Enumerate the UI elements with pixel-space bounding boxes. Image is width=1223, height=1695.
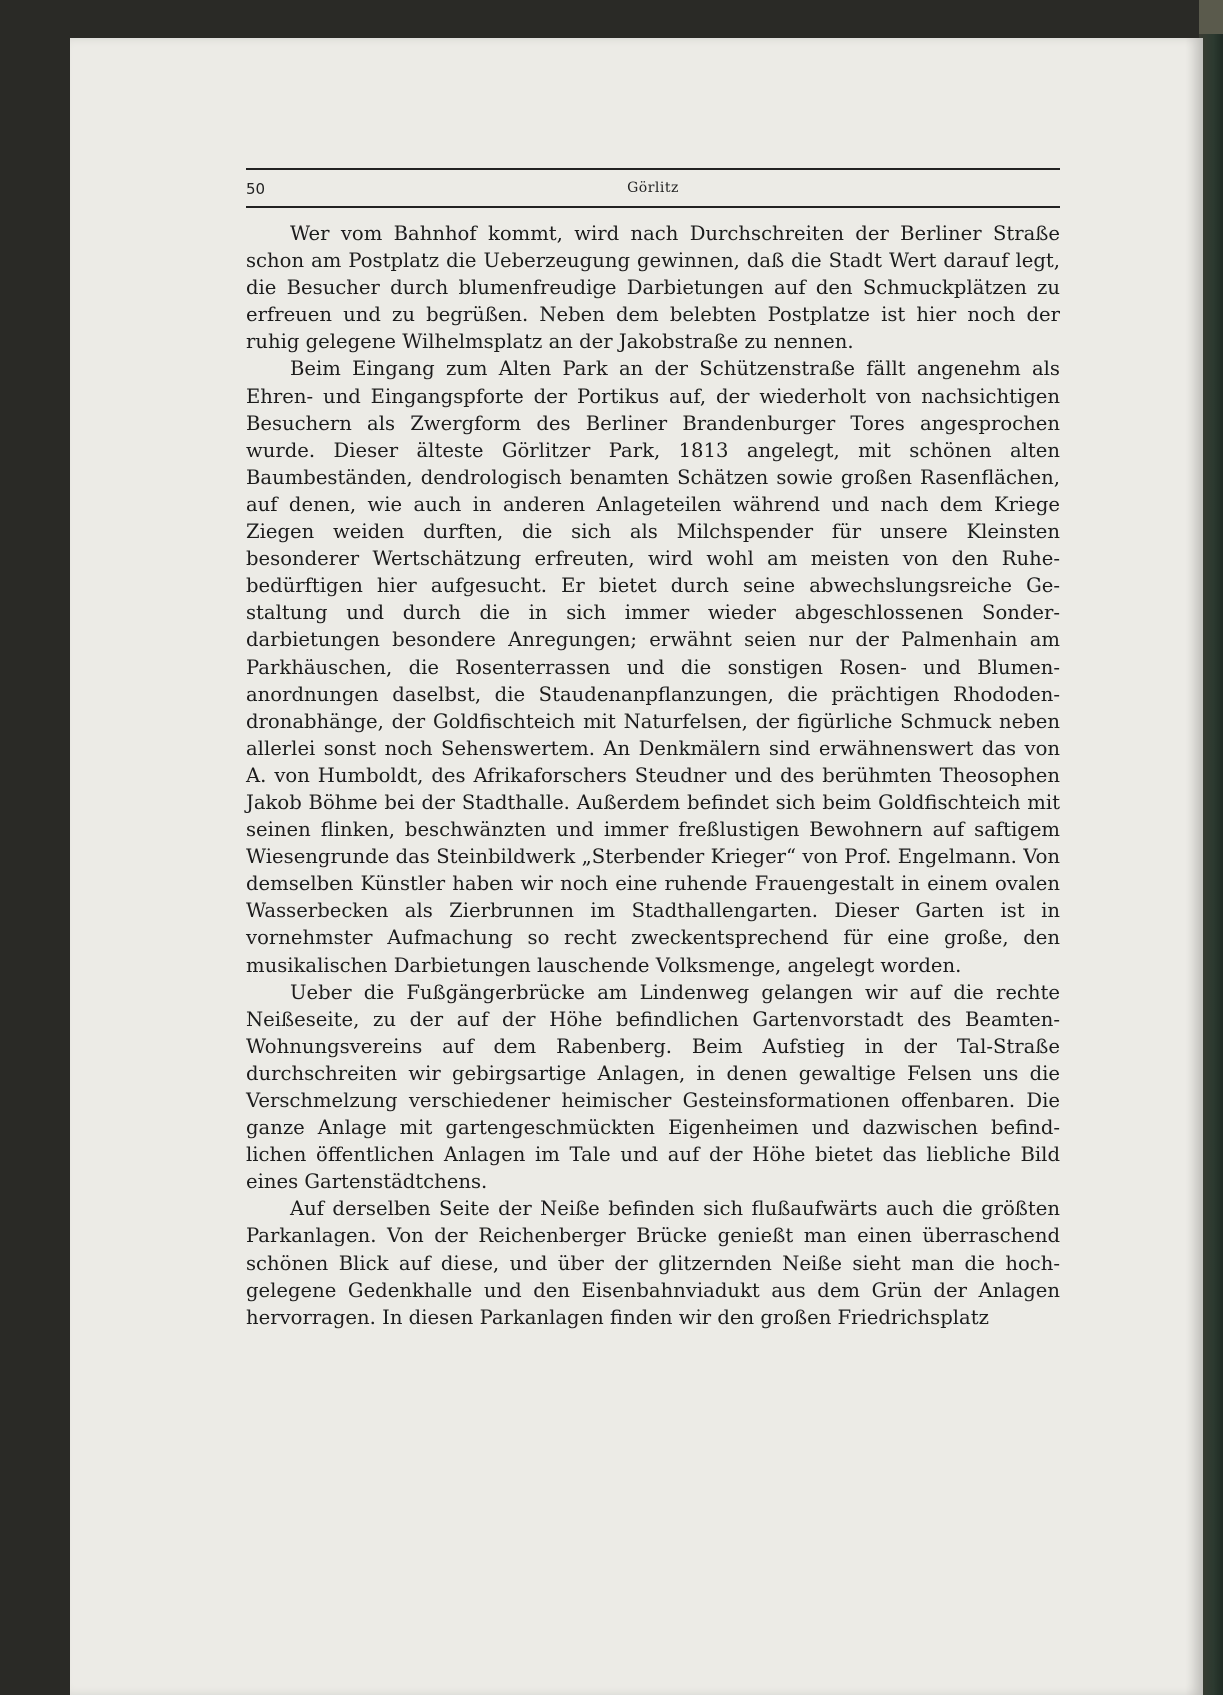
header-rule-bottom <box>246 206 1060 208</box>
page-edge-shadow <box>1185 38 1203 1695</box>
body-text <box>246 220 1060 1331</box>
paragraph: Ueber die Fußgängerbrücke am Lindenweg gelangen wir auf die rechte Neißeseite, zu der auf der Höhe befindlichen Gartenvorstadt des BeamtenWohnungsvereins auf dem Rabenberg. Beim Aufstieg in der Tal-Straße durchschreiten wir gebirgsartige Anlagen, in denen gewaltige Felsen uns die Verschmelzung verschiedener heimischer Gesteinsformationen offenbaren. Die ganze Anlage mit gartengeschmückten Eigenheimen und dazwischen befindlichen öffentlichen Anlagen im Tale und auf der Höhe bietet das liebliche Bild eines Gartenstädtchens. <box>246 980 1060 1194</box>
page-number: 50 <box>246 180 266 198</box>
header-rule-top <box>246 168 1060 170</box>
page-header <box>246 177 1060 203</box>
spine-mark <box>1199 0 1223 34</box>
paragraph: Auf derselben Seite der Neiße befinden sich flußaufwärts auch die größten Parkanlagen. Von der Reichenberger Brücke genießt man einen überraschend schönen Blick auf diese, und über der glitzernden Neiße sieht man die hochgelegene Gedenkhalle und den Eisenbahnviadukt aus dem Grün der Anlagen hervorragen. In diesen Parkanlagen finden wir den großen Friedrichsplatz <box>246 1197 1060 1329</box>
running-title: Görlitz <box>627 180 679 196</box>
paragraph: Beim Eingang zum Alten Park an der Schützenstraße fällt angenehm als Ehren- und Eingangspforte der Portikus auf, der wiederholt von nachsichtigen Besuchern als Zwergform des Berliner Brandenburger Tores angesprochen wurde. Dieser älteste Görlitzer Park, 1813 angelegt, mit schönen alten Baumbeständen, dendrologisch benamten Schätzen sowie großen Rasenflächen, auf denen, wie auch in anderen Anlageteilen während und nach dem Kriege Ziegen weiden durften, die sich als Milchspender für unsere Kleinsten besonderer Wertschätzung erfreuten, wird wohl am meisten von den Ruhebedürftigen hier aufgesucht. Er bietet durch seine abwechslungsreiche Gestaltung und durch die in sich immer wieder abgeschlossenen Sonderdarbietungen besondere Anregungen; erwähnt seien nur der Palmenhain am Parkhäuschen, die Rosenterrassen und die sonstigen Rosen- und Blumenanordnungen daselbst, die Staudenanpflanzungen, die prächtigen Rhododendronabhänge, der Goldfischteich mit Naturfelsen, der figürliche Schmuck neben allerlei sonst noch Sehenswertem. An Denkmälern sind erwähnenswert das von A. von Humboldt, des Afrikaforschers Steudner und des berühmten Theosophen Jakob Böhme bei der Stadthalle. Außerdem befindet sich beim Goldfischteich mit seinen flinken, beschwänzten und immer freßlustigen Bewohnern auf saftigem Wiesengrunde das Steinbildwerk „Sterbender Krieger“ von Prof. Engelmann. Von demselben Künstler haben wir noch eine ruhende Frauengestalt in einem ovalen Wasserbecken als Zierbrunnen im Stadthallengarten. Dieser Garten ist in vornehmster Aufmachung so recht zweckentsprechend für eine große, den musikalischen Darbietungen lauschende Volksmenge, angelegt worden. <box>246 357 1060 977</box>
paragraph: Wer vom Bahnhof kommt, wird nach Durchschreiten der Berliner Straße schon am Postplatz die Ueberzeugung gewinnen, daß die Stadt Wert darauf legt, die Besucher durch blumenfreudige Darbietungen auf den Schmuckplätzen zu erfreuen und zu begrüßen. Neben dem belebten Postplatze ist hier noch der ruhig gelegene Wilhelmsplatz an der Jakobstraße zu nennen. <box>246 222 1060 354</box>
